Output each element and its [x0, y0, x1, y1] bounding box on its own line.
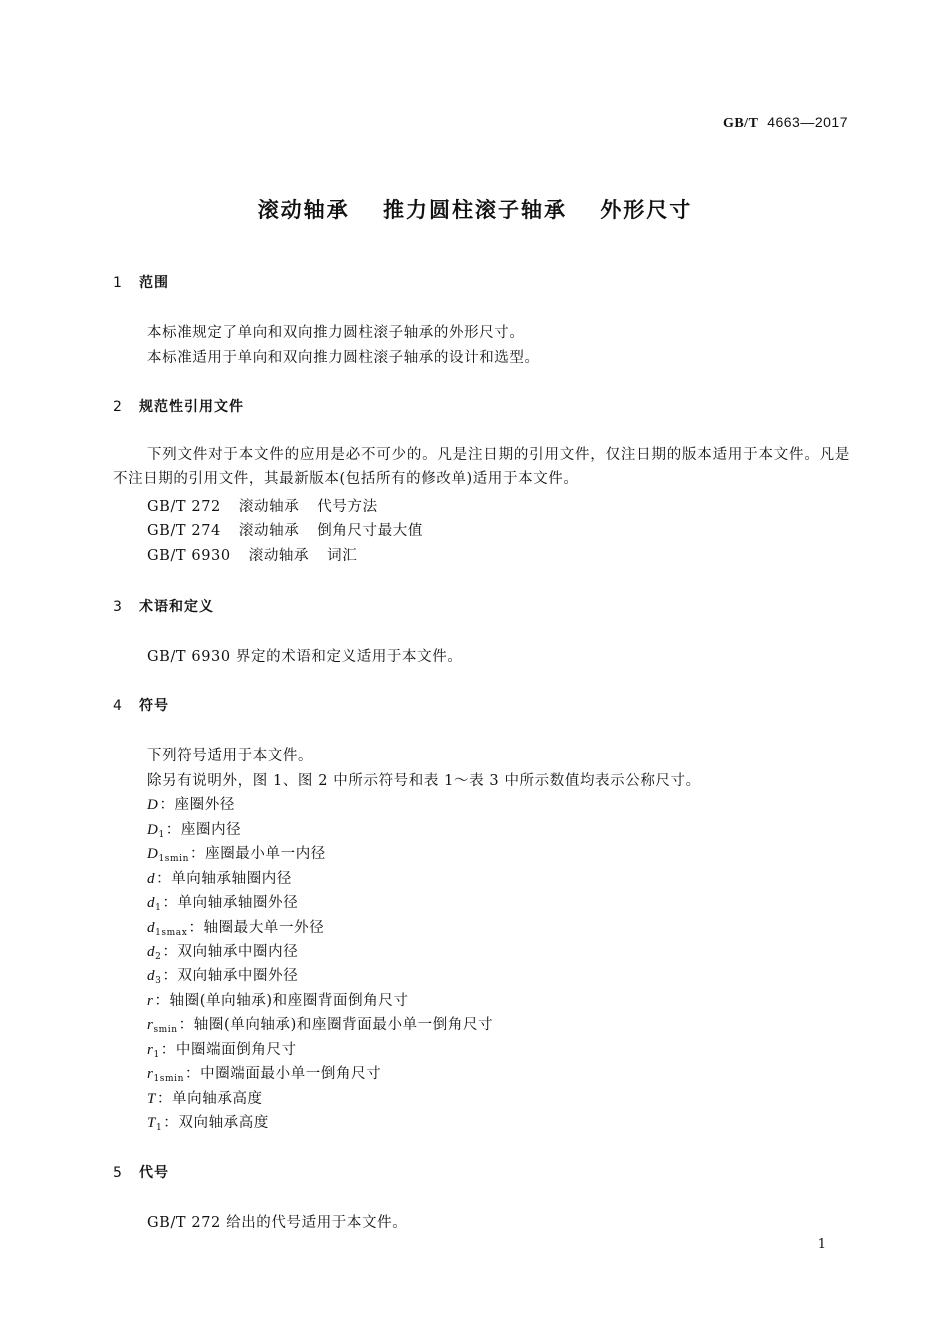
section-heading-scope — [113, 272, 169, 292]
section-title: 术语和定义 — [139, 599, 214, 615]
symbol-subscript: 1smin — [153, 1074, 184, 1084]
symbol-item — [147, 1087, 263, 1109]
symbol-subscript: 3 — [155, 976, 162, 986]
section-heading-terms — [113, 596, 214, 616]
symbol-item — [147, 1038, 297, 1060]
section-heading-symbols — [113, 695, 169, 715]
symbols-intro-1: 下列符号适用于本文件。 — [147, 748, 314, 764]
section-number: 1 — [113, 275, 123, 291]
symbol-item — [147, 1111, 269, 1133]
symbol-item — [147, 891, 298, 913]
header-code-number: 4663—2017 — [767, 114, 848, 130]
symbol-item — [147, 989, 409, 1011]
symbol-letter: r — [147, 1066, 154, 1082]
symbol-subscript: 1 — [153, 1050, 160, 1060]
page-number: 1 — [817, 1237, 826, 1252]
symbol-subscript: 1smin — [158, 854, 189, 864]
symbol-description: ：座圈内径 — [165, 822, 242, 838]
symbol-letter: r — [147, 993, 154, 1009]
codes-paragraph: GB/T 272 给出的代号适用于本文件。 — [147, 1215, 408, 1231]
symbol-subscript: 1smax — [155, 928, 188, 938]
symbol-description: ：轴圈(单向轴承)和座圈背面倒角尺寸 — [154, 993, 409, 1009]
title-part-3: 外形尺寸 — [600, 198, 693, 222]
reference-item — [147, 519, 423, 540]
symbol-description: ：双向轴承中圈外径 — [162, 968, 299, 984]
symbol-subscript: 1 — [155, 903, 162, 913]
section-heading-normative-references — [113, 396, 244, 416]
symbol-letter: T — [147, 1091, 156, 1107]
symbol-item — [147, 916, 324, 938]
section-title: 符号 — [139, 698, 169, 714]
symbol-subscript: 1 — [158, 830, 165, 840]
references-intro-paragraph: 下列文件对于本文件的应用是必不可少的。凡是注日期的引用文件，仅注日期的版本适用于本文件。凡是不注日期的引用文件，其最新版本(包括所有的修改单)适用于本文件。 — [113, 447, 850, 487]
reference-code: GB/T 274 — [147, 523, 221, 539]
reference-title-a: 滚动轴承 — [238, 523, 300, 539]
section-title: 范围 — [139, 275, 169, 291]
symbol-item — [147, 842, 326, 864]
symbol-description: ：座圈最小单一内径 — [190, 846, 326, 862]
symbol-letter: d — [147, 944, 156, 960]
title-part-1: 滚动轴承 — [257, 198, 350, 222]
reference-item — [147, 544, 357, 565]
reference-title-a: 滚动轴承 — [248, 548, 310, 564]
symbol-letter: d — [147, 895, 156, 911]
symbol-description: ：单向轴承高度 — [156, 1091, 263, 1107]
reference-title-b: 代号方法 — [317, 499, 378, 515]
symbol-item — [147, 818, 241, 840]
symbols-intro-2: 除另有说明外，图 1、图 2 中所示符号和表 1～表 3 中所示数值均表示公称尺寸。 — [147, 773, 701, 789]
header-code-prefix: GB/T — [722, 116, 759, 131]
symbol-subscript: 1 — [155, 1123, 163, 1133]
scope-paragraph-1: 本标准规定了单向和双向推力圆柱滚子轴承的外形尺寸。 — [147, 325, 525, 341]
section-heading-codes — [113, 1162, 169, 1182]
scope-paragraph-2: 本标准适用于单向和双向推力圆柱滚子轴承的设计和选型。 — [147, 350, 540, 366]
symbol-letter: d — [147, 968, 156, 984]
symbol-item — [147, 1062, 381, 1084]
section-number: 3 — [113, 599, 123, 615]
symbol-subscript: smin — [153, 1025, 178, 1035]
symbol-letter: D — [147, 846, 159, 862]
section-number: 2 — [113, 399, 123, 415]
page-title — [0, 194, 950, 224]
symbol-description: ：轴圈最大单一外径 — [188, 920, 325, 936]
symbol-item — [147, 940, 298, 962]
reference-item — [147, 495, 378, 516]
section-number: 5 — [113, 1165, 123, 1181]
symbol-item — [147, 964, 298, 986]
symbol-letter: r — [147, 1042, 154, 1058]
symbol-subscript: 2 — [155, 952, 162, 962]
symbol-letter: D — [147, 797, 159, 813]
symbol-description: ：单向轴承轴圈外径 — [162, 895, 299, 911]
symbol-description: ：中圈端面最小单一倒角尺寸 — [185, 1066, 382, 1082]
section-number: 4 — [113, 698, 123, 714]
symbol-letter: D — [147, 822, 159, 838]
title-part-2: 推力圆柱滚子轴承 — [383, 198, 567, 222]
section-title: 规范性引用文件 — [139, 399, 244, 415]
symbol-description: ：座圈外径 — [159, 797, 235, 813]
reference-title-b: 倒角尺寸最大值 — [317, 523, 423, 539]
symbol-description: ：轴圈(单向轴承)和座圈背面最小单一倒角尺寸 — [178, 1017, 494, 1033]
reference-title-b: 词汇 — [327, 548, 358, 564]
symbol-letter: d — [147, 871, 156, 887]
symbol-description: ：双向轴承高度 — [163, 1115, 269, 1131]
symbol-item — [147, 867, 292, 889]
terms-paragraph: GB/T 6930 界定的术语和定义适用于本文件。 — [147, 649, 463, 665]
symbol-description: ：中圈端面倒角尺寸 — [160, 1042, 297, 1058]
reference-title-a: 滚动轴承 — [238, 499, 300, 515]
symbol-description: ：单向轴承轴圈内径 — [156, 871, 293, 887]
symbol-item — [147, 793, 235, 815]
symbol-letter: r — [147, 1017, 154, 1033]
symbol-letter: T — [147, 1115, 156, 1131]
section-title: 代号 — [139, 1165, 169, 1181]
symbol-letter: d — [147, 920, 156, 936]
symbol-item — [147, 1013, 493, 1035]
reference-code: GB/T 272 — [147, 499, 221, 515]
reference-code: GB/T 6930 — [147, 548, 231, 564]
document-code-header — [723, 114, 848, 132]
symbol-description: ：双向轴承中圈内径 — [162, 944, 299, 960]
